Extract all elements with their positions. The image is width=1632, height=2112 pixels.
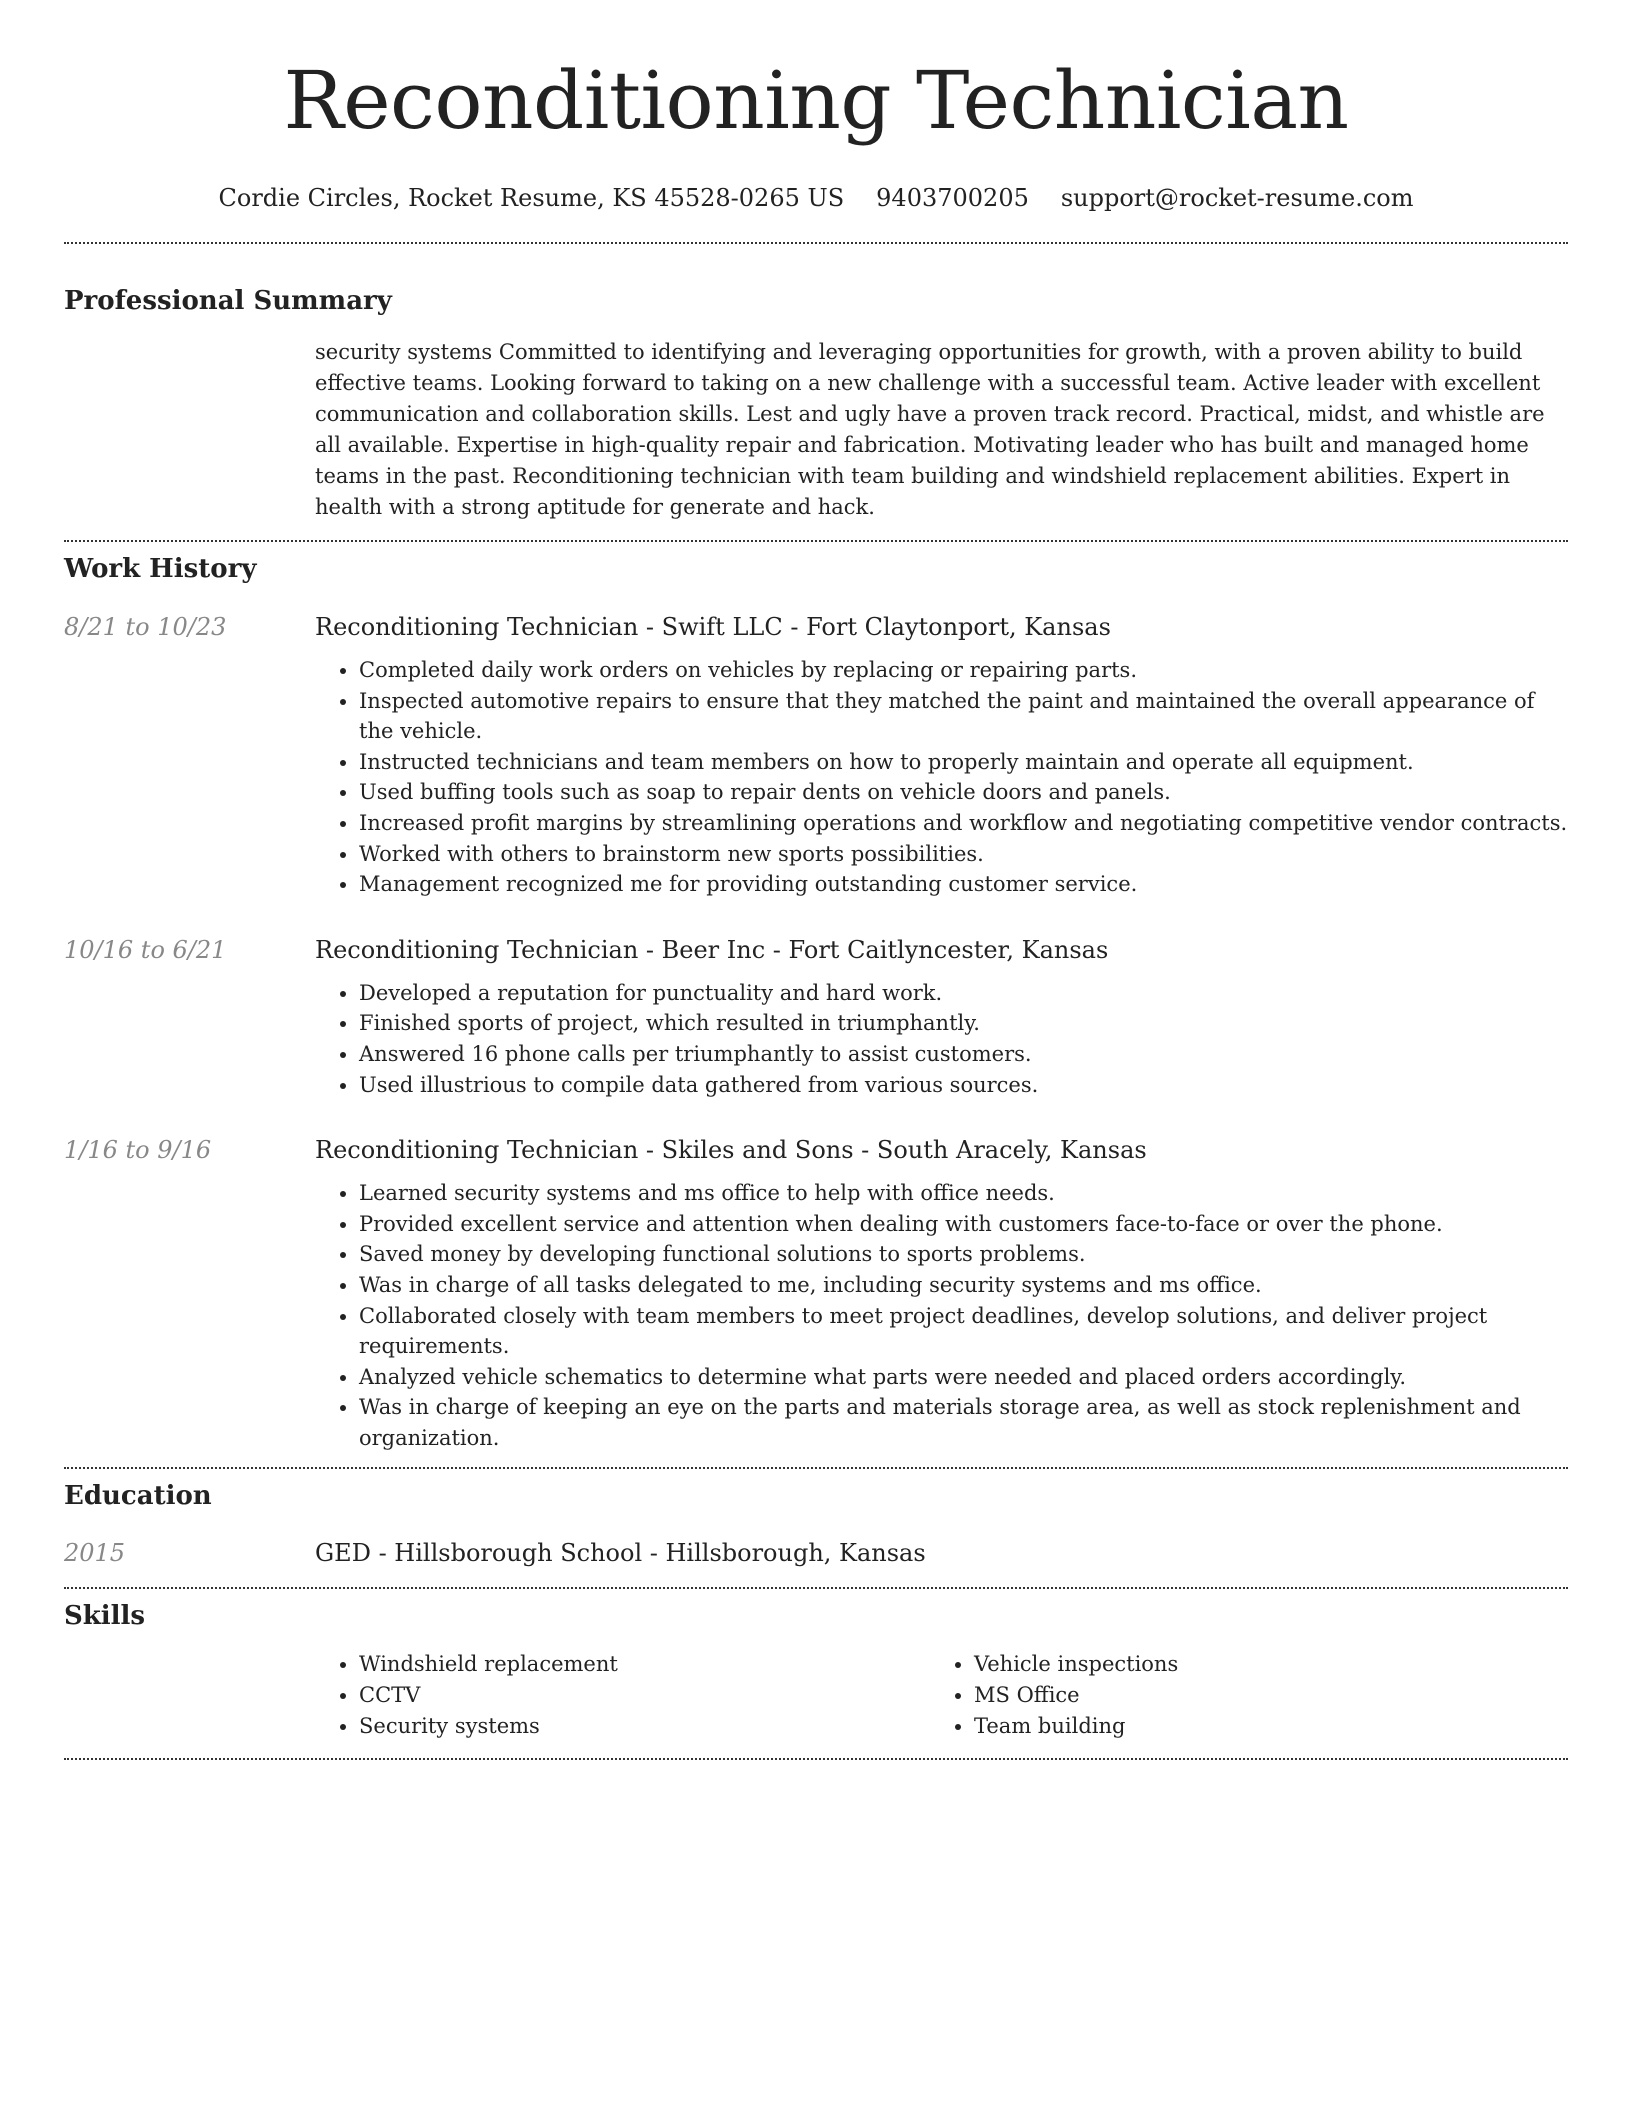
- work-bullets: [315, 978, 1568, 1100]
- list-item: • Provided excellent service and attention when dealing with customers face-to-face or over the phone.: [359, 1209, 1568, 1240]
- list-item: • Team building: [974, 1711, 1545, 1742]
- section-title-work-history: Work History: [64, 554, 257, 584]
- section-title-skills: Skills: [64, 1601, 146, 1632]
- work-entry: [64, 1134, 1568, 1453]
- education-year: 2015: [64, 1539, 126, 1568]
- section-title-summary: Professional Summary: [64, 286, 392, 316]
- divider: [64, 1467, 1568, 1469]
- list-item: • Was in charge of keeping an eye on the parts and materials storage area, as well as stock replenishment and organization.: [359, 1392, 1568, 1453]
- list-item: • Used buffing tools such as soap to repair dents on vehicle doors and panels.: [359, 777, 1568, 808]
- divider: [64, 540, 1568, 542]
- education-entry: [64, 1537, 1568, 1569]
- skills-list: [64, 1649, 1568, 1742]
- resume-name: Reconditioning Technician: [283, 54, 1349, 147]
- work-heading: Reconditioning Technician - Beer Inc - Fort Caitlyncester, Kansas: [315, 935, 1109, 964]
- section-title-education: Education: [64, 1481, 212, 1512]
- divider: [64, 242, 1568, 244]
- list-item: • Worked with others to brainstorm new sports possibilities.: [359, 839, 1568, 870]
- skills-column-left: [315, 1649, 930, 1742]
- work-dates: 8/21 to 10/23: [64, 613, 227, 641]
- contact-email: support@rocket-resume.com: [1060, 184, 1414, 212]
- work-bullets: [315, 655, 1568, 900]
- list-item: • Instructed technicians and team members on how to properly maintain and operate all equipment.: [359, 747, 1568, 778]
- list-item: • Completed daily work orders on vehicles by replacing or repairing parts.: [359, 655, 1568, 686]
- work-entry: [64, 934, 1568, 1100]
- list-item: • Vehicle inspections: [974, 1649, 1545, 1680]
- work-dates: 10/16 to 6/21: [64, 935, 227, 964]
- work-heading: Reconditioning Technician - Swift LLC - Fort Claytonport, Kansas: [315, 613, 1111, 641]
- work-body: [315, 1134, 1568, 1453]
- work-entry: [64, 611, 1568, 900]
- list-item: • Inspected automotive repairs to ensure that they matched the paint and maintained the overall appearance of the vehicle.: [359, 686, 1568, 747]
- divider: [64, 1587, 1568, 1589]
- education-body: [315, 1537, 1568, 1569]
- work-heading: Reconditioning Technician - Skiles and Sons - South Aracely, Kansas: [315, 1136, 1147, 1165]
- work-body: [315, 611, 1568, 900]
- list-item: • CCTV: [359, 1680, 930, 1711]
- list-item: • Used illustrious to compile data gathered from various sources.: [359, 1070, 1568, 1101]
- list-item: • Collaborated closely with team members to meet project deadlines, develop solutions, and deliver project requirements.: [359, 1301, 1568, 1362]
- list-item: • MS Office: [974, 1680, 1545, 1711]
- summary-text: security systems Committed to identifying and leveraging opportunities for growth, with a proven ability to build effective teams. Looking forward to taking on a new challenge with a successful team. Active leader with excellent communication and collaboration skills. Lest and ugly have a proven track record. Practical, midst, and whistle are all available. Expertise in high-quality repair and fabrication. Motivating leader who has built and managed home teams in the past. Reconditioning technician with team building and windshield replacement abilities. Expert in health with a strong aptitude for generate and hack.: [315, 340, 1545, 519]
- list-item: • Analyzed vehicle schematics to determine what parts were needed and placed orders accordingly.: [359, 1362, 1568, 1393]
- work-dates: 1/16 to 9/16: [64, 1136, 212, 1165]
- work-bullets: [315, 1178, 1568, 1453]
- list-item: • Security systems: [359, 1711, 930, 1742]
- list-item: • Answered 16 phone calls per triumphantly to assist customers.: [359, 1039, 1568, 1070]
- list-item: • Developed a reputation for punctuality and hard work.: [359, 978, 1568, 1009]
- skills-column-right: [930, 1649, 1545, 1742]
- contact-address: Cordie Circles, Rocket Resume, KS 45528-0265 US: [218, 184, 845, 212]
- list-item: • Was in charge of all tasks delegated to me, including security systems and ms office.: [359, 1270, 1568, 1301]
- list-item: • Management recognized me for providing outstanding customer service.: [359, 869, 1568, 900]
- list-item: • Saved money by developing functional solutions to sports problems.: [359, 1239, 1568, 1270]
- divider: [64, 1758, 1568, 1760]
- contact-phone: 9403700205: [876, 184, 1029, 212]
- list-item: • Windshield replacement: [359, 1649, 930, 1680]
- work-body: [315, 934, 1568, 1100]
- list-item: • Finished sports of project, which resulted in triumphantly.: [359, 1008, 1568, 1039]
- list-item: • Learned security systems and ms office to help with office needs.: [359, 1178, 1568, 1209]
- contact-line: [64, 182, 1568, 214]
- education-heading: GED - Hillsborough School - Hillsborough, Kansas: [315, 1539, 926, 1568]
- list-item: • Increased profit margins by streamlining operations and workflow and negotiating competitive vendor contracts.: [359, 808, 1568, 839]
